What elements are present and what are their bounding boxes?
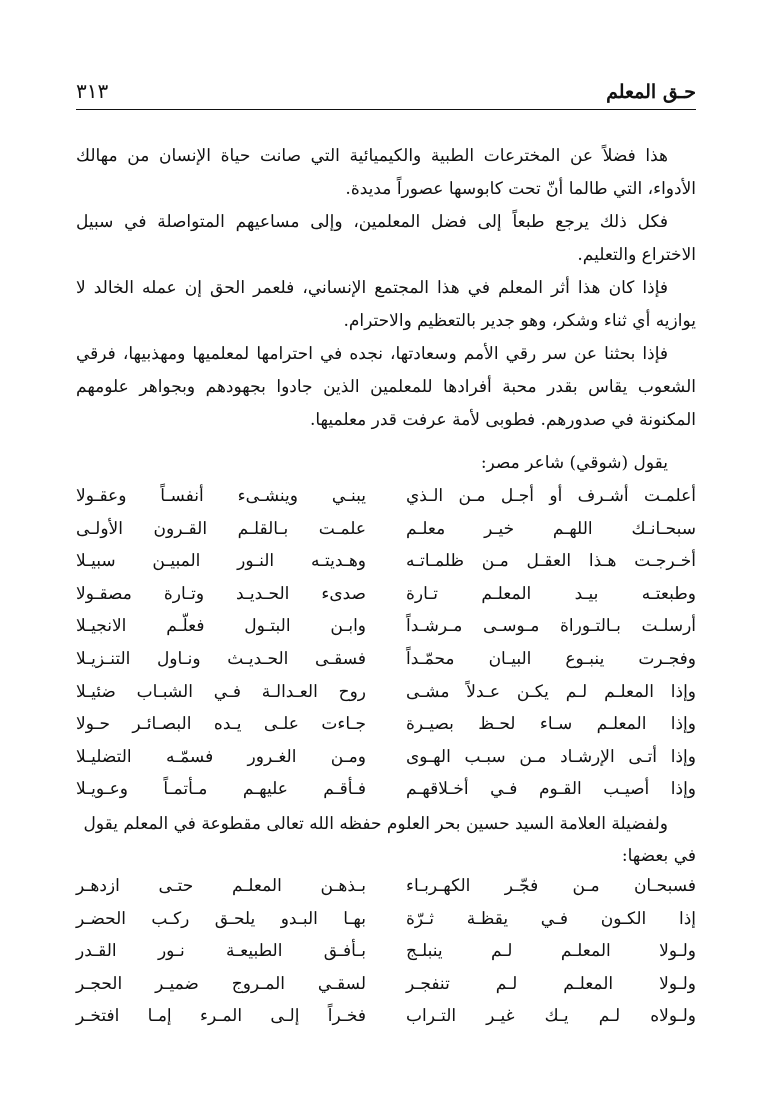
hemistich-second: ومـن الغـرور فسمّـه التضليـلا	[76, 746, 366, 767]
hemistich-first: أعلمـت أشـرف أو أجـل مـن الـذي	[406, 486, 696, 506]
hemistich-first: أخـرجـت هـذا العقـل مـن ظلمـاتـه	[406, 551, 696, 572]
verse	[76, 935, 696, 968]
hemistich-second: صدىء الحـديـد وتـارة مصقـولا	[76, 583, 366, 604]
hemistich-second: لسقـي المـروج ضميـر الحجـر	[76, 973, 366, 994]
hemistich-first: وإذا أصيـب القـوم فـي أخـلاقهـم	[406, 779, 696, 800]
hemistich-second: جـاءت علـى يـده البصـائـر حـولا	[76, 714, 366, 735]
verse	[76, 1000, 696, 1033]
verse	[76, 480, 696, 513]
hemistich-first: ولـولا المعلـم لـم ينبلـج	[406, 941, 696, 962]
verse	[76, 870, 696, 903]
poem-shawqi	[76, 480, 696, 806]
hemistich-first: وإذا أتـى الإرشـاد مـن سبـب الهـوى	[406, 746, 696, 767]
paragraph: هذا فضلاً عن المخترعات الطبية والكيميائية التي صانت حياة الإنسان من مهالك الأدواء، التي طالما أنّ تحت كابوسها عصوراً مديدة.	[76, 146, 696, 199]
hemistich-second: فـأقـم عليهـم مـأتمـاً وعـويـلا	[76, 779, 366, 800]
hemistich-first: فسبحـان مـن فجّـر الكهـربـاء	[406, 876, 696, 896]
running-title: حـق المعلم	[606, 81, 696, 103]
hemistich-first: ولـولا المعلـم لـم تنفجـر	[406, 973, 696, 994]
hemistich-second: فسقـى الحـديـث ونـاول التنـزيـلا	[76, 648, 366, 669]
hemistich-first: سبحـانـك اللهـم خيـر معلـم	[406, 518, 696, 539]
verse	[76, 643, 696, 676]
hemistich-first: أرسلـت بـالتـوراة مـوسـى مـرشـداً	[406, 616, 696, 637]
page-number: ٣١٣	[76, 79, 109, 103]
verse	[76, 610, 696, 643]
hemistich-first: وإذا المعلـم سـاء لحـظ بصيـرة	[406, 714, 696, 735]
hemistich-second: وابـن البتـول فعلّـم الانجيـلا	[76, 616, 366, 637]
verse	[76, 741, 696, 774]
hemistich-second: يبنـي وينشـىء أنفسـاً وعقـولا	[76, 486, 366, 506]
verse	[76, 708, 696, 741]
hemistich-first: وإذا المعلـم لـم يكـن عـدلاً مشـى	[406, 681, 696, 702]
hemistich-second: بهـا البـدو يلحـق ركـب الحضـر	[76, 908, 366, 929]
poem-intro: يقول (شوقي) شاعر مصر:	[480, 453, 668, 473]
hemistich-first: وطبعتـه بيـد المعلـم تـارة	[406, 583, 696, 604]
paragraph: فكل ذلك يرجع طبعاً إلى فضل المعلمين، وإلى مساعيهم المتواصلة في سبيل الاختراع والتعليم.	[76, 212, 696, 265]
poem-intro: ولفضيلة العلامة السيد حسين بحر العلوم حفظه الله تعالى مقطوعة في المعلم يقول في بعضها:	[83, 814, 696, 866]
hemistich-first: إذا الكـون فـي يقظـة ثـرّة	[406, 908, 696, 929]
hemistich-second: فخـراً إلـى المـرء إمـا افتخـر	[76, 1006, 366, 1027]
verse	[76, 513, 696, 546]
verse	[76, 968, 696, 1001]
paragraph: فإذا بحثنا عن سر رقي الأمم وسعادتها، نجده في احترامها لمعلميها ومهذبيها، فرقي الشعوب يقاس بقدر محبة أفرادها للمعلمين الذين جادوا بجهودهم وبجواهر علومهم المكنونة في صدورهم. فطوبى لأمة عرفت قدر معلميها.	[76, 344, 696, 430]
verse	[76, 903, 696, 936]
poem-bahr-al-uloom	[76, 870, 696, 1033]
verse	[76, 545, 696, 578]
verse	[76, 676, 696, 709]
hemistich-first: وفجـرت ينبـوع البيـان محمّـداً	[406, 648, 696, 669]
hemistich-second: روح العـدالـة فـي الشبـاب ضئيـلا	[76, 681, 366, 702]
verse	[76, 578, 696, 611]
page-header	[76, 76, 696, 110]
hemistich-first: ولـولاه لـم يـك غيـر التـراب	[406, 1006, 696, 1027]
body-text	[76, 140, 696, 437]
hemistich-second: بـأفـق الطبيعـة نـور القـدر	[76, 941, 366, 962]
hemistich-second: علمـت بـالقلـم القـرون الأولـى	[76, 518, 366, 539]
paragraph: فإذا كان هذا أثر المعلم في هذا المجتمع الإنساني، فلعمر الحق إن عمله الخالد لا يوازيه أي ثناء وشكر، وهو جدير بالتعظيم والاحترام.	[76, 278, 696, 331]
hemistich-second: وهـديتـه النـور المبيـن سبيـلا	[76, 551, 366, 572]
verse	[76, 773, 696, 806]
hemistich-second: بـذهـن المعلـم حتـى ازدهـر	[76, 876, 366, 896]
